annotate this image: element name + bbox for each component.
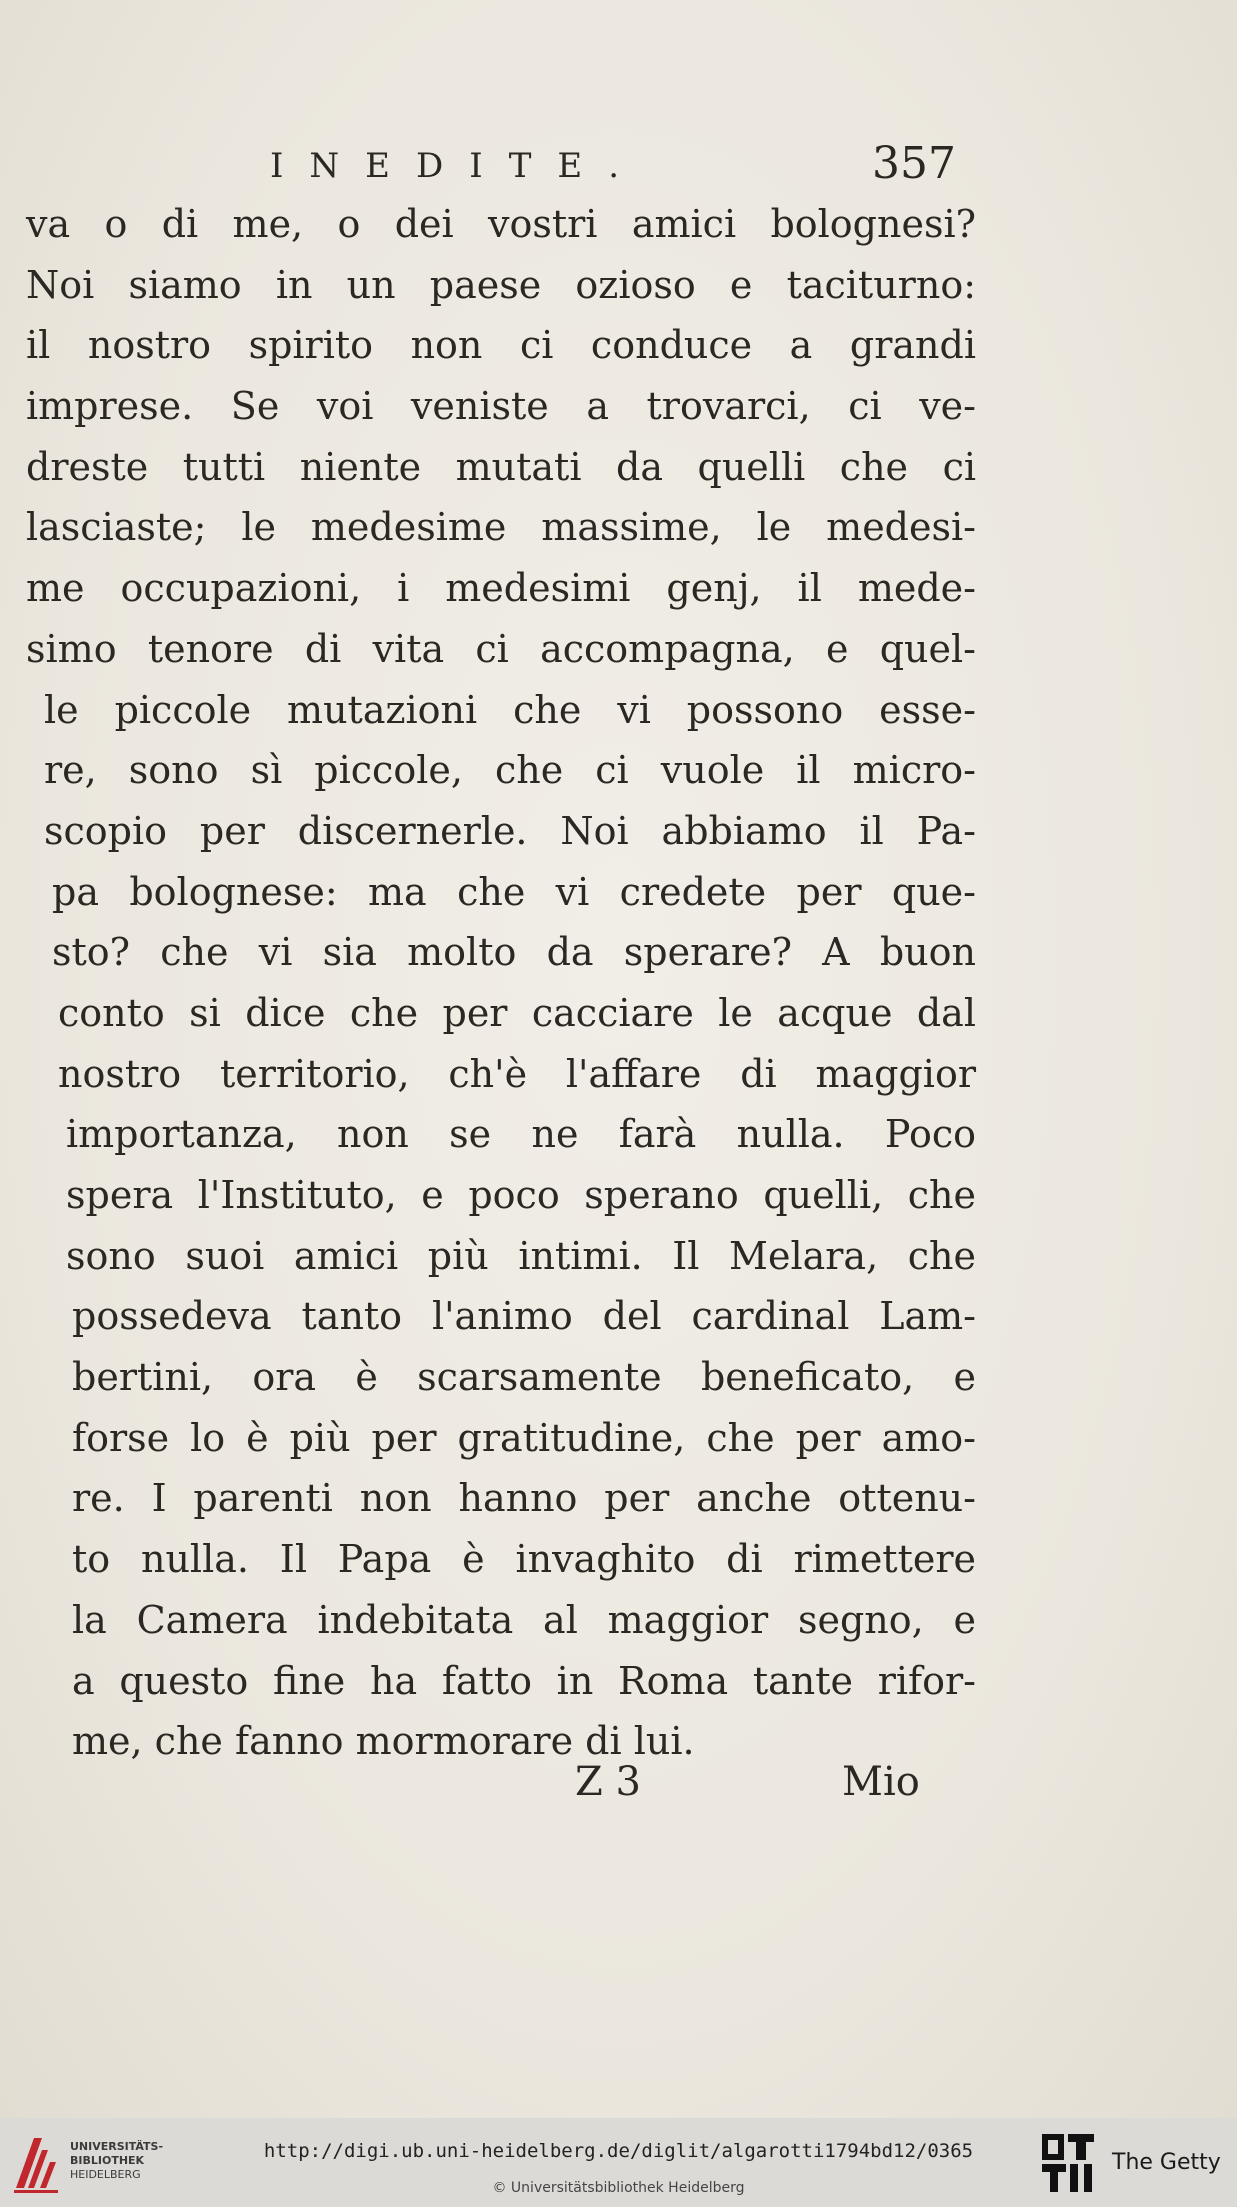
body-text <box>26 194 976 1772</box>
text-line: possedeva tanto l'animo del cardinal Lam- <box>72 1294 976 1339</box>
text-line: conto si dice che per cacciare le acque dal <box>58 990 976 1035</box>
text-line: le piccole mutazioni che vi possono esse- <box>44 687 976 732</box>
text-line: lasciaste; le medesime massime, le medesi- <box>26 505 976 550</box>
signature-mark: Z 3 <box>575 1759 641 1805</box>
text-line: nostro territorio, ch'è l'affare di maggior <box>58 1051 976 1096</box>
text-line: pa bolognese: ma che vi credete per que- <box>52 869 976 914</box>
viewer-footer <box>0 2118 1237 2207</box>
text-line: me, che fanno mormorare di lui. <box>72 1719 695 1764</box>
text-line: re, sono sì piccole, che ci vuole il micro- <box>44 748 976 793</box>
text-line: Noi siamo in un paese ozioso e taciturno: <box>26 262 976 307</box>
text-line: to nulla. Il Papa è invaghito di rimettere <box>72 1537 976 1582</box>
getty-logo-icon <box>1040 2132 1096 2194</box>
text-line: il nostro spirito non ci conduce a grandi <box>26 323 976 368</box>
text-line: imprese. Se voi veniste a trovarci, ci ve- <box>26 384 976 429</box>
text-line: spera l'Instituto, e poco sperano quelli, che <box>66 1173 976 1217</box>
library-name-line: BIBLIOTHEK <box>70 2154 145 2167</box>
text-line: importanza, non se ne farà nulla. Poco <box>66 1112 976 1157</box>
library-name-line: HEIDELBERG <box>70 2168 141 2181</box>
text-line: a questo fine ha fatto in Roma tante rifor- <box>72 1658 976 1703</box>
running-head: INEDITE. <box>270 146 645 186</box>
page-foot <box>0 1759 1237 1819</box>
text-line: re. I parenti non hanno per anche ottenu- <box>72 1476 976 1521</box>
copyright-notice: © Universitätsbibliothek Heidelberg <box>492 2180 745 2196</box>
permalink-url[interactable]: http://digi.ub.uni-heidelberg.de/diglit/algarotti1794bd12/0365 <box>263 2140 974 2162</box>
page-number: 357 <box>872 138 956 189</box>
text-line: me occupazioni, i medesimi genj, il mede- <box>26 566 976 611</box>
text-line: dreste tutti niente mutati da quelli che ci <box>26 444 976 489</box>
text-line: forse lo è più per gratitudine, che per amo- <box>72 1415 976 1460</box>
text-line: sono suoi amici più intimi. Il Melara, che <box>66 1233 976 1278</box>
text-line: sto? che vi sia molto da sperare? A buon <box>52 930 976 975</box>
page-header <box>270 138 970 198</box>
text-line: va o di me, o dei vostri amici bolognesi? <box>26 202 976 246</box>
library-name-line: UNIVERSITÄTS- <box>70 2140 164 2153</box>
catchword: Mio <box>842 1759 920 1805</box>
getty-name: The Getty <box>1112 2150 1221 2175</box>
text-line: simo tenore di vita ci accompagna, e quel- <box>26 626 976 671</box>
text-line: scopio per discernerle. Noi abbiamo il Pa- <box>44 808 976 853</box>
text-line: bertini, ora è scarsamente beneficato, e <box>72 1355 976 1400</box>
text-line: la Camera indebitata al maggior segno, e <box>72 1597 976 1642</box>
